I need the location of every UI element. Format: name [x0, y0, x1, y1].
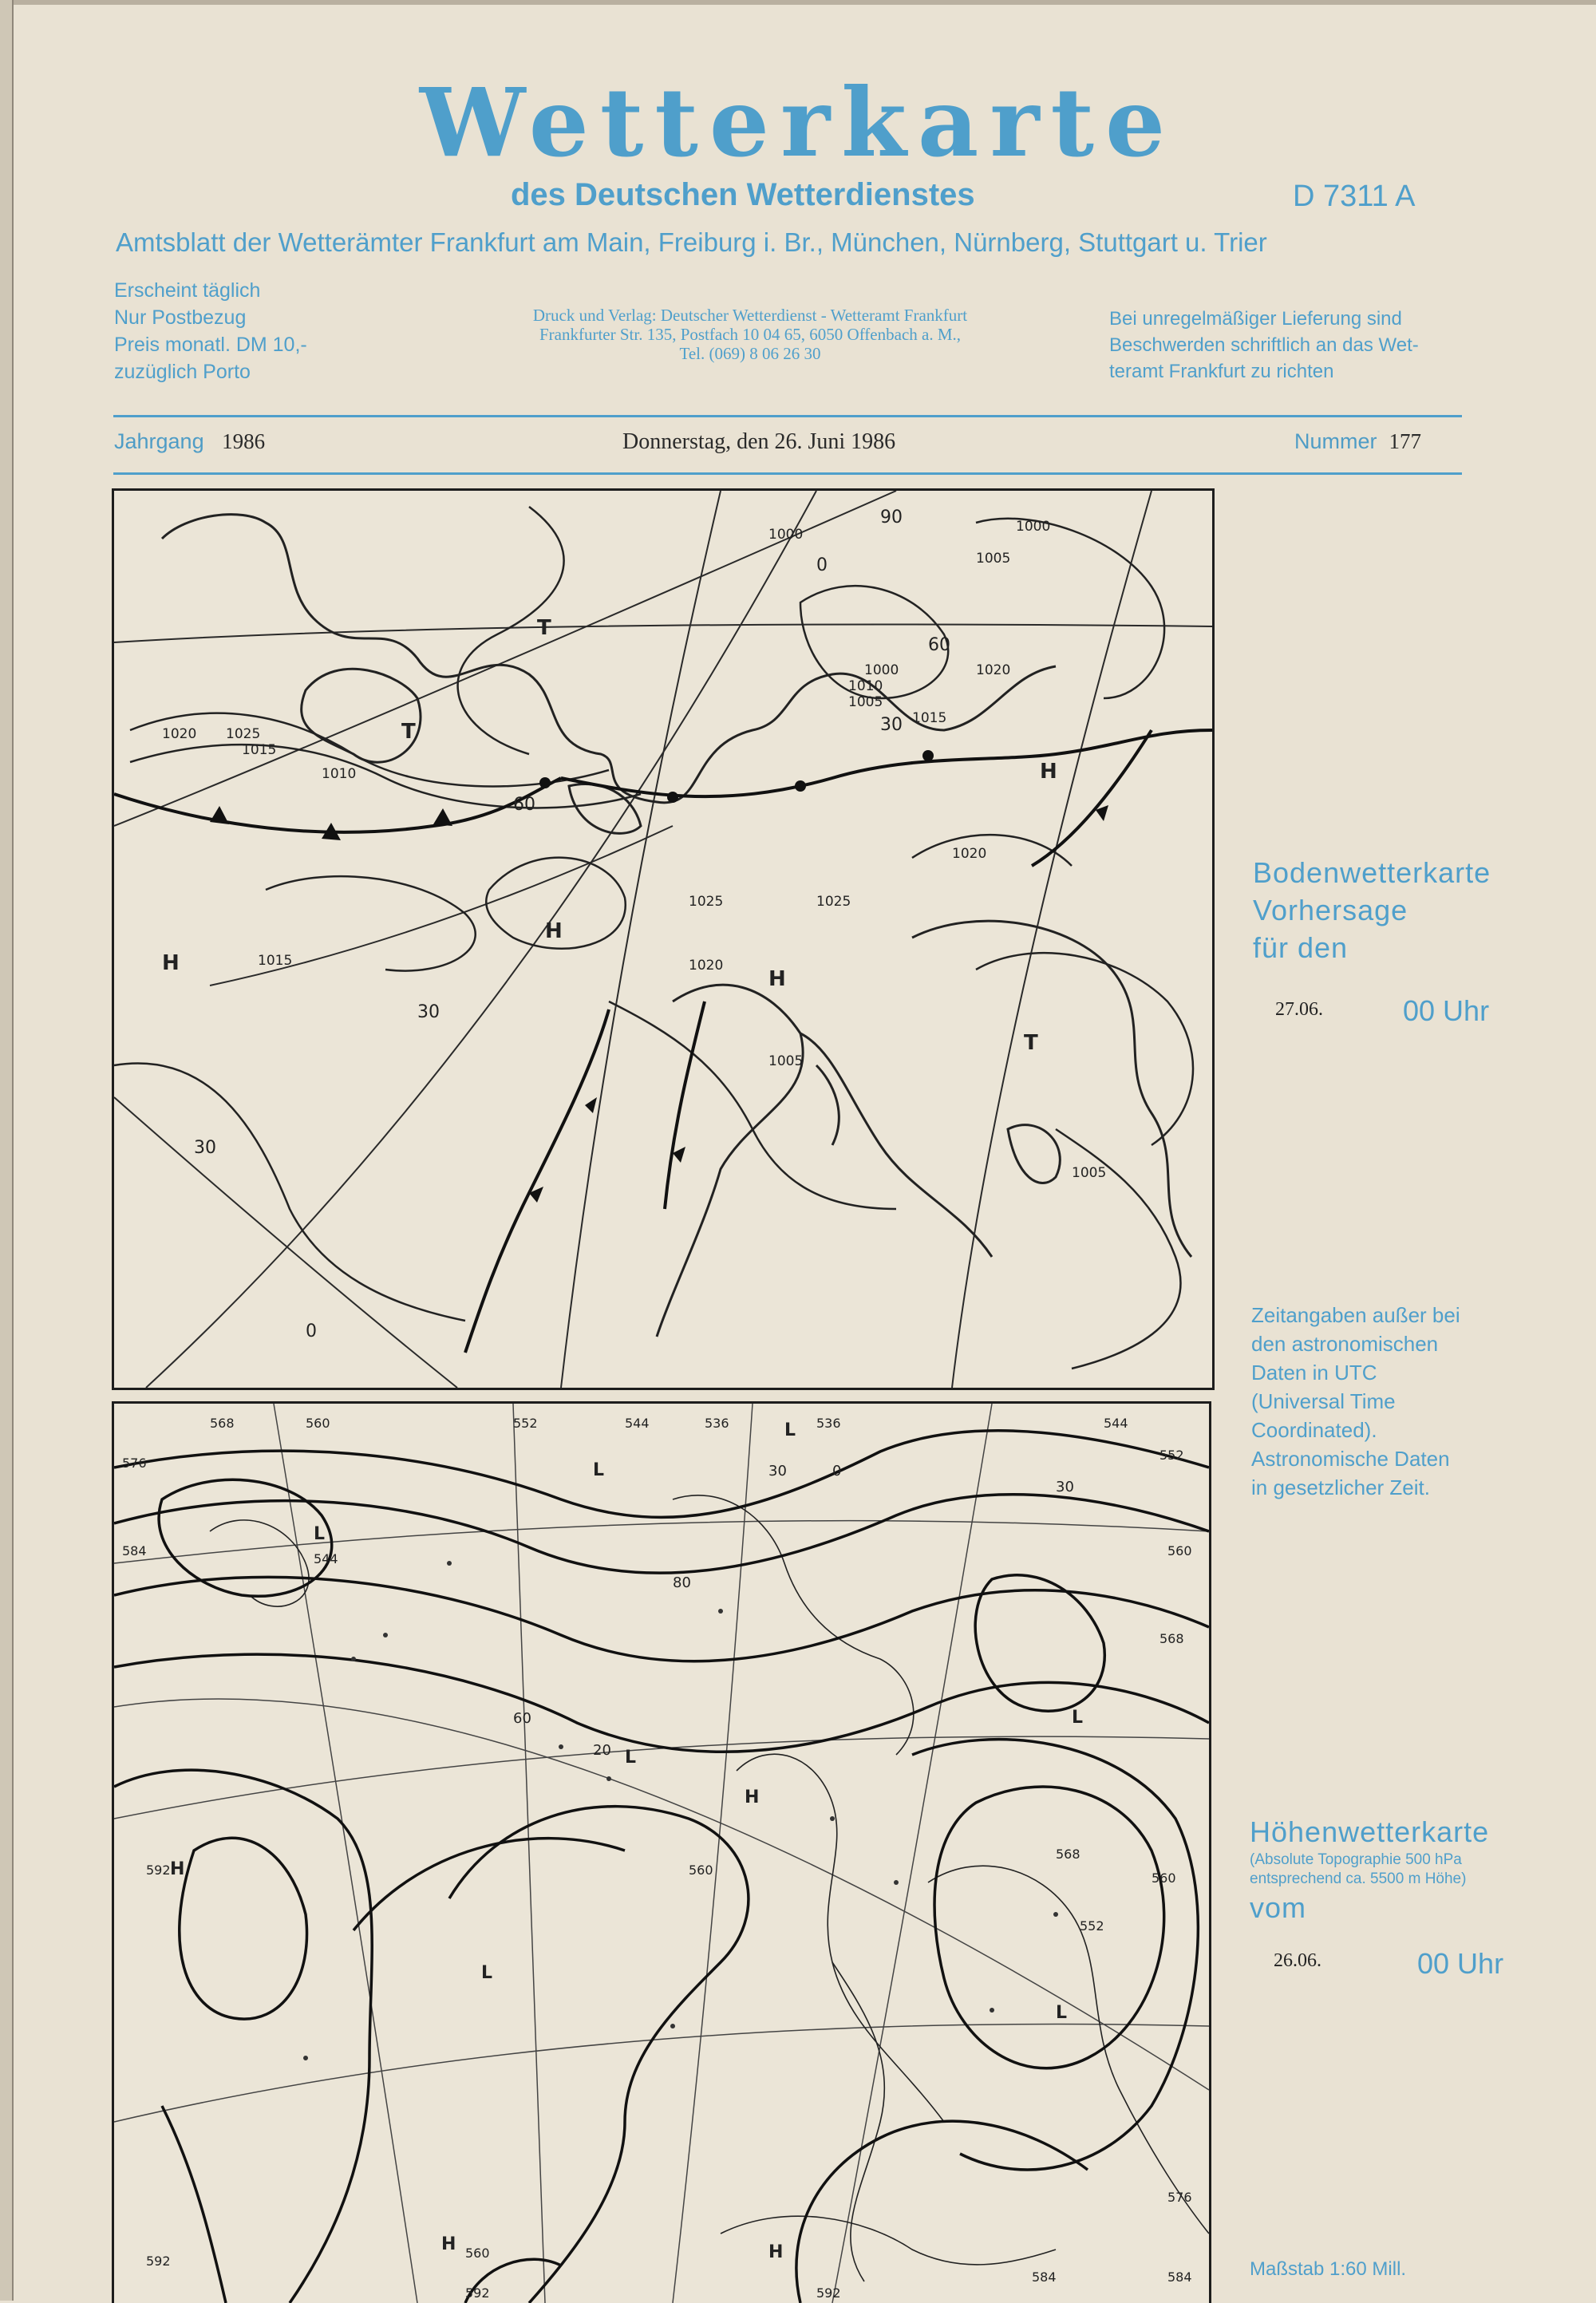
contour-label: 536	[816, 1416, 841, 1431]
time-note-line: den astronomischen	[1251, 1332, 1439, 1356]
contour-label: 584	[1032, 2269, 1057, 2285]
pressure-center-label: L	[784, 1420, 796, 1440]
masthead-offices: Amtsblatt der Wetterämter Frankfurt am Main, Freiburg i. Br., München, Nürnberg, Stuttgart u. Trier	[116, 227, 1267, 257]
year-value: 1986	[222, 429, 266, 453]
pressure-center-label: H	[545, 919, 563, 943]
surface-map-svg	[114, 491, 1212, 1388]
isobar-label: 1020	[689, 958, 724, 974]
info-line: Bei unregelmäßiger Lieferung sind	[1109, 308, 1402, 330]
upper-map-date: 26.06.	[1274, 1950, 1321, 1971]
upper-map-title: Höhenwetterkarte	[1250, 1815, 1490, 1848]
pressure-center-label: T	[1024, 1031, 1038, 1055]
grid-label: 60	[513, 795, 535, 815]
upper-coastlines	[210, 1495, 1209, 2281]
pressure-center-label: L	[1056, 2003, 1068, 2023]
binding-edge	[0, 0, 13, 2301]
upper-map-time: 00 Uhr	[1417, 1947, 1504, 1980]
isobar-label: 1015	[912, 710, 947, 726]
time-note-line: Zeitangaben außer bei	[1251, 1303, 1460, 1327]
page-top-edge	[0, 0, 1596, 5]
surface-title-line: für den	[1253, 931, 1349, 964]
info-line: Preis monatl. DM 10,-	[114, 334, 307, 356]
isobar-label: 1025	[816, 894, 851, 910]
grid-label: 60	[928, 635, 950, 655]
isobar-label: 1005	[1072, 1165, 1107, 1181]
map-scale: Maßstab 1:60 Mill.	[1250, 2258, 1407, 2280]
contour-label: 536	[705, 1416, 729, 1431]
contour-label: 560	[306, 1416, 330, 1431]
surface-forecast-map	[112, 488, 1215, 1390]
surface-map-time: 00 Uhr	[1403, 994, 1490, 1027]
contour-label: 544	[1104, 1416, 1128, 1431]
grid-label: 20	[593, 1742, 611, 1759]
isobar-label: 1025	[689, 894, 724, 910]
front-symbols	[210, 750, 1108, 1203]
contour-label: 560	[689, 1863, 713, 1878]
time-note-line: in gesetzlicher Zeit.	[1251, 1475, 1430, 1499]
header-rule-top	[113, 415, 1462, 417]
pressure-center-label: T	[401, 720, 416, 744]
grid-label: 60	[513, 1710, 531, 1727]
isobar-label: 1015	[258, 953, 293, 969]
masthead-subtitle: des Deutschen Wetterdienstes	[511, 177, 975, 212]
upper-map-subtitle-line: (Absolute Topographie 500 hPa	[1250, 1851, 1462, 1868]
grid-label: 0	[816, 555, 828, 575]
surface-title-line: Bodenwetterkarte	[1253, 856, 1491, 889]
upper-map-svg	[114, 1404, 1209, 2303]
isobar-label: 1000	[768, 527, 804, 543]
isobar-label: 1010	[848, 678, 883, 694]
masthead-title: Wetterkarte	[419, 67, 1177, 178]
grid-label: 30	[768, 1463, 787, 1479]
isobars	[114, 507, 1193, 1369]
contour-label: 560	[1152, 1870, 1176, 1886]
contour-label: 576	[122, 1456, 147, 1471]
isobar-label: 1025	[226, 726, 261, 742]
info-line: zuzüglich Porto	[114, 361, 251, 383]
isobar-label: 1005	[848, 694, 883, 710]
fronts	[114, 730, 1212, 1353]
isobar-label: 1020	[162, 726, 197, 742]
isobar-label: 1020	[976, 662, 1011, 678]
contour-label: 584	[1167, 2269, 1192, 2285]
isobar-label: 1000	[864, 662, 899, 678]
publication-info-left	[114, 277, 307, 385]
contour-label: 592	[816, 2285, 841, 2301]
publication-info-right	[1109, 306, 1419, 385]
issue-number	[1294, 429, 1421, 454]
time-note	[1251, 1301, 1460, 1502]
surface-title-line: Vorhersage	[1253, 894, 1408, 926]
contour-label: 552	[513, 1416, 538, 1431]
upper-air-map	[112, 1401, 1211, 2303]
binding-line	[12, 0, 14, 2301]
pressure-center-label: L	[481, 1963, 493, 1983]
number-value: 177	[1389, 429, 1422, 453]
contour-label: 544	[625, 1416, 650, 1431]
contour-label: 584	[122, 1543, 147, 1558]
contour-label: 552	[1080, 1918, 1104, 1934]
info-line: Beschwerden schriftlich an das Wet-	[1109, 334, 1419, 356]
pressure-center-label: H	[162, 951, 180, 975]
surface-map-title	[1253, 854, 1491, 966]
grid-label: 0	[832, 1463, 842, 1479]
contour-label: 576	[1167, 2190, 1192, 2205]
publication-info-middle	[431, 306, 1069, 363]
pressure-center-label: H	[768, 967, 786, 991]
isobar-label: 1005	[976, 551, 1011, 567]
surface-map-date: 27.06.	[1275, 999, 1323, 1020]
upper-map-title-block	[1250, 1813, 1489, 1926]
contour-label: 544	[314, 1551, 338, 1566]
info-line: Frankfurter Str. 135, Postfach 10 04 65, 6050 Offenbach a. M.,	[539, 325, 962, 344]
time-note-line: Astronomische Daten	[1251, 1447, 1450, 1471]
isobar-label: 1000	[1016, 519, 1051, 535]
pressure-center-label: L	[314, 1524, 326, 1544]
grid-label: 30	[194, 1138, 216, 1158]
upper-map-from-label: vom	[1250, 1891, 1307, 1924]
info-line: Nur Postbezug	[114, 306, 247, 329]
time-note-line: Daten in UTC	[1251, 1361, 1377, 1385]
pressure-center-label: L	[625, 1748, 637, 1768]
height-contours	[114, 1431, 1209, 2303]
pressure-center-label: H	[441, 2234, 456, 2254]
pressure-center-label: H	[768, 2242, 784, 2262]
contour-label: 568	[210, 1416, 235, 1431]
info-line: Druck und Verlag: Deutscher Wetterdienst - Wetteramt Frankfurt	[532, 306, 968, 325]
grid-label: 30	[880, 715, 903, 735]
map-grid-lines	[114, 491, 1212, 1388]
time-note-line: (Universal Time	[1251, 1389, 1396, 1413]
year-label: Jahrgang	[114, 429, 204, 453]
isobar-label: 1020	[952, 846, 987, 862]
masthead-code: D 7311 A	[1293, 180, 1416, 213]
info-line: teramt Frankfurt zu richten	[1109, 361, 1334, 382]
number-label: Nummer	[1294, 429, 1377, 453]
isobar-label: 1010	[322, 766, 357, 782]
info-line: Erscheint täglich	[114, 279, 261, 302]
header-rule-bottom	[113, 472, 1462, 475]
isobar-label: 1015	[242, 742, 277, 758]
isobar-label: 1005	[768, 1053, 804, 1069]
grid-label: 90	[880, 508, 903, 527]
grid-label: 80	[673, 1574, 691, 1591]
contour-label: 592	[465, 2285, 490, 2301]
contour-label: 552	[1159, 1448, 1184, 1463]
pressure-center-label: H	[1040, 760, 1057, 784]
grid-label: 30	[417, 1002, 440, 1022]
contour-label: 592	[146, 2254, 171, 2269]
pressure-center-label: L	[1072, 1708, 1084, 1728]
pressure-center-label: L	[593, 1460, 605, 1480]
time-note-line: Coordinated).	[1251, 1418, 1377, 1442]
pressure-center-label: T	[537, 616, 551, 640]
date-value: Donnerstag, den 26. Juni 1986	[622, 429, 896, 454]
contour-label: 560	[465, 2246, 490, 2261]
pressure-center-label: H	[170, 1859, 185, 1879]
grid-label: 0	[306, 1321, 317, 1341]
contour-label: 560	[1167, 1543, 1192, 1558]
issue-date	[622, 429, 895, 455]
info-line: Tel. (069) 8 06 26 30	[679, 344, 821, 363]
issue-year	[114, 429, 265, 454]
grid-label: 30	[1056, 1479, 1074, 1495]
pressure-center-label: H	[745, 1787, 760, 1807]
contour-label: 568	[1159, 1631, 1184, 1646]
upper-map-subtitle-line: entsprechend ca. 5500 m Höhe)	[1250, 1870, 1467, 1887]
contour-label: 592	[146, 1863, 171, 1878]
contour-label: 568	[1056, 1847, 1080, 1862]
